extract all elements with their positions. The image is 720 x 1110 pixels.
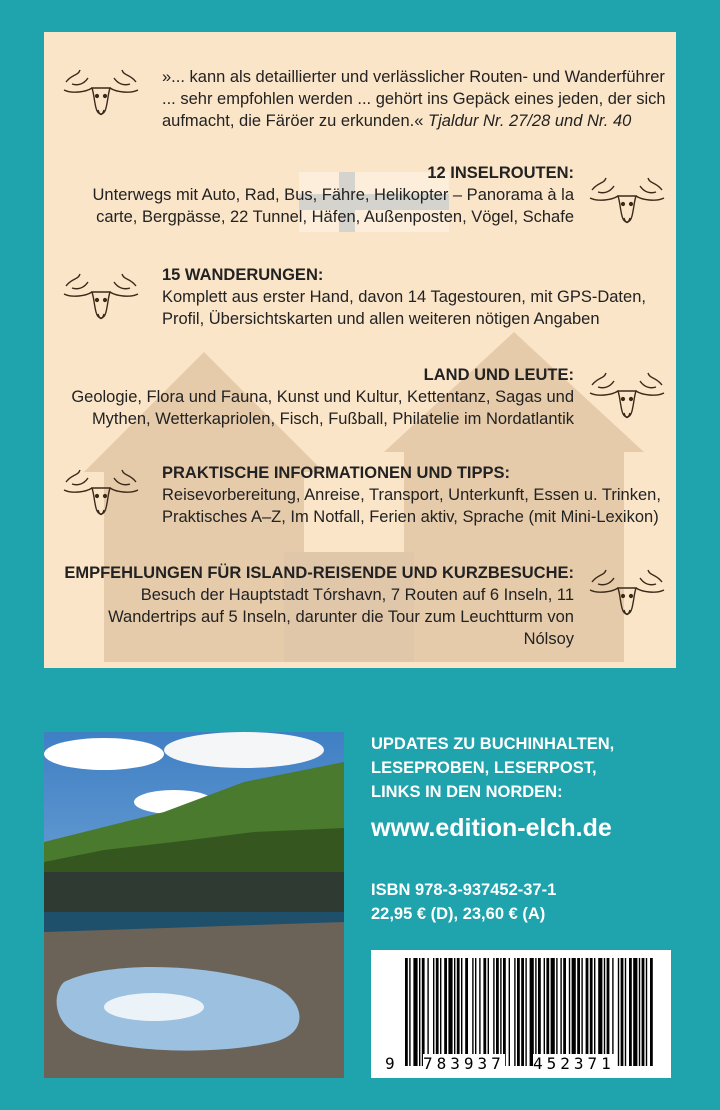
section-title: 12 INSELROUTEN:: [427, 164, 574, 182]
section-wanderungen: [162, 264, 672, 330]
section-body: Komplett aus erster Hand, davon 14 Tagestouren, mit GPS-Daten, Profil, Übersichtskarten und allen weiteren nötigen Angaben: [162, 288, 646, 328]
barcode-bars: [371, 950, 671, 1078]
section-land-und-leute: [58, 364, 574, 430]
review-quote: [162, 66, 670, 132]
section-body: Geologie, Flora und Fauna, Kunst und Kultur, Kettentanz, Sagas und Mythen, Wetterkapriolen, Fisch, Fußball, Philatelie im Nordatlantik: [71, 388, 574, 428]
section-inselrouten: [62, 162, 574, 228]
section-body: Reisevorbereitung, Anreise, Transport, Unterkunft, Essen u. Trinken, Praktisches A–Z, Im Notfall, Ferien aktiv, Sprache (mit Mini-Lexikon): [162, 486, 661, 526]
barcode-digit-group2: 452371: [533, 1054, 615, 1073]
quote-text: »... kann als detaillierter und verlässlicher Routen- und Wanderführer ... sehr empfohlen werden ... gehört ins Gepäck eines jeden, der sich aufmacht, die Färöer zu erkunden.«: [162, 68, 666, 130]
quote-source: Tjaldur Nr. 27/28 und Nr. 40: [428, 112, 632, 130]
website-link[interactable]: www.edition-elch.de: [371, 814, 612, 842]
moose-head-icon: [58, 64, 144, 126]
moose-head-icon: [584, 367, 670, 429]
barcode-digit-first: 9: [385, 1054, 395, 1073]
updates-line: UPDATES ZU BUCHINHALTEN,: [371, 735, 615, 753]
moose-head-icon: [584, 564, 670, 626]
section-praktische-informationen: [162, 462, 672, 528]
price: 22,95 € (D), 23,60 € (A): [371, 905, 546, 923]
section-empfehlungen: [58, 562, 574, 650]
section-title: EMPFEHLUNGEN FÜR ISLAND-REISENDE UND KURZBESUCHE:: [64, 564, 574, 582]
section-title: PRAKTISCHE INFORMATIONEN UND TIPPS:: [162, 464, 511, 482]
section-body: Unterwegs mit Auto, Rad, Bus, Fähre, Helikopter – Panorama à la carte, Bergpässe, 22 Tunnel, Häfen, Außenposten, Vögel, Schafe: [92, 186, 574, 226]
moose-head-icon: [584, 172, 670, 234]
barcode: [371, 950, 671, 1078]
section-title: 15 WANDERUNGEN:: [162, 266, 324, 284]
updates-line: LINKS IN DEN NORDEN:: [371, 783, 563, 801]
isbn: ISBN 978-3-937452-37-1: [371, 881, 557, 899]
section-title: LAND UND LEUTE:: [423, 366, 574, 384]
section-body: Besuch der Hauptstadt Tórshavn, 7 Routen auf 6 Inseln, 11 Wandertrips auf 5 Inseln, darunter die Tour zum Leuchtturm von Nólsoy: [108, 586, 574, 648]
moose-head-icon: [58, 268, 144, 330]
moose-head-icon: [58, 464, 144, 526]
feature-panel: [44, 32, 676, 668]
updates-line: LESEPROBEN, LESERPOST,: [371, 759, 597, 777]
landscape-photo: [44, 732, 344, 1078]
updates-info: [371, 732, 691, 804]
barcode-digit-group1: 783937: [423, 1054, 505, 1073]
